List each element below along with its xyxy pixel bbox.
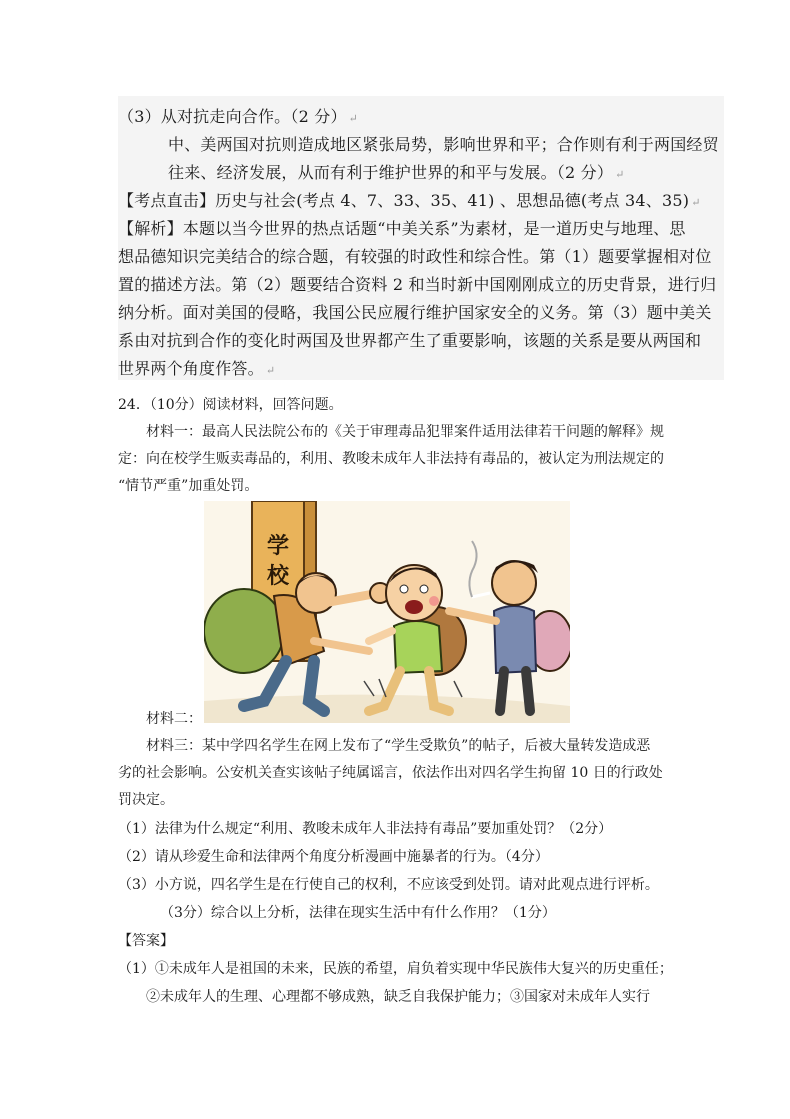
material3-line2: 劣的社会影响。公安机关查实该帖子纯属谣言，依法作出对四名学生拘留 10 日的行政处	[118, 765, 663, 781]
jiexi-line1: 【解析】本题以当今世界的热点话题“中美关系”为素材，是一道历史与地理、思	[118, 219, 686, 238]
part3-line1: 中、美两国对抗则造成地区紧张局势，影响世界和平；合作则有利于两国经贸	[168, 135, 719, 154]
material1-line1: 材料一：最高人民法院公布的《关于审理毒品犯罪案件适用法律若干问题的解释》规	[146, 424, 664, 440]
kaodian-line: 【考点直击】历史与社会(考点 4、7、33、35、41) 、思想品德(考点 34、35) ↵	[118, 191, 701, 210]
material3-line1: 材料三：某中学四名学生在网上发布了“学生受欺负”的帖子，后被大量转发造成恶	[146, 738, 651, 754]
paragraph-mark-icon: ↵	[615, 168, 625, 181]
jiexi-line5: 系由对抗到合作的变化时两国及世界都产生了重要影响，该题的关系是要从两国和	[118, 331, 702, 350]
jiexi-line2: 想品德知识完美结合的综合题，有较强的时政性和综合性。第（1）题要掌握相对位	[118, 247, 712, 266]
answer-heading: 【答案】	[118, 933, 174, 949]
question-2: （2）请从珍爱生命和法律两个角度分析漫画中施暴者的行为。（4分）	[118, 849, 549, 865]
school-sign-char-1: 学	[266, 534, 290, 559]
paragraph-mark-icon: ↵	[265, 364, 276, 377]
answer-1-line2: ②未成年人的生理、心理都不够成熟，缺乏自我保护能力；③国家对未成年人实行	[146, 989, 650, 1005]
part3-title: （3）从对抗走向合作。（2 分） ↵	[118, 107, 359, 126]
paragraph-mark-icon: ↵	[348, 112, 359, 125]
cartoon-drawing	[204, 501, 570, 723]
question-1: （1）法律为什么规定“利用、教唆未成年人非法持有毒品”要加重处罚？（2分）	[118, 821, 613, 837]
material1-line3: “情节严重”加重处罚。	[118, 478, 259, 494]
answer-1-line1: （1）①未成年人是祖国的未来，民族的希望，肩负着实现中华民族伟大复兴的历史重任；	[118, 961, 673, 977]
school-sign-char-2: 校	[266, 564, 290, 589]
material2-label: 材料二：	[146, 711, 202, 727]
paragraph-mark-icon: ↵	[691, 196, 701, 209]
question-24-header: 24．（10分）阅读材料，回答问题。	[118, 397, 343, 413]
jiexi-line6: 世界两个角度作答。 ↵	[118, 359, 276, 378]
question-4: （3分）综合以上分析，法律在现实生活中有什么作用？（1分）	[160, 905, 556, 921]
material3-line3: 罚决定。	[118, 792, 174, 808]
jiexi-line3: 置的描述方法。第（2）题要结合资料 2 和当时新中国刚刚成立的历史背景，进行归	[118, 275, 717, 294]
material1-line2: 定：向在校学生贩卖毒品的，利用、教唆未成年人非法持有毒品的，被认定为刑法规定的	[118, 451, 664, 467]
jiexi-line4: 纳分析。面对美国的侵略，我国公民应履行维护国家安全的义务。第（3）题中美关	[118, 303, 712, 322]
part3-line2: 往来、经济发展，从而有利于维护世界的和平与发展。（2 分） ↵	[168, 163, 625, 182]
question-3: （3）小方说，四名学生是在行使自己的权利，不应该受到处罚。请对此观点进行评析。	[118, 877, 659, 893]
bullying-cartoon	[204, 501, 570, 723]
